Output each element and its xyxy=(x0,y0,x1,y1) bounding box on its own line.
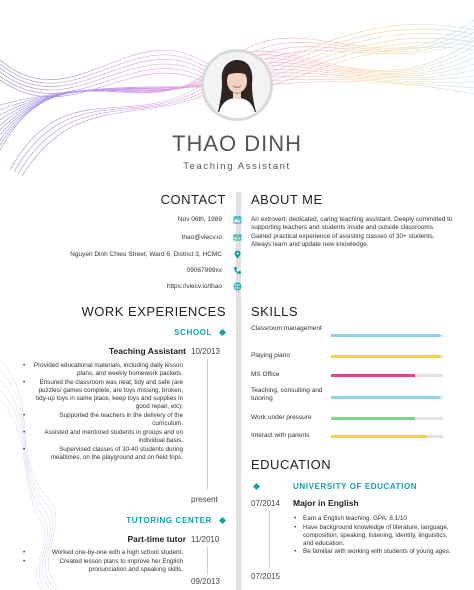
calendar-icon xyxy=(233,215,242,224)
timeline-diamond xyxy=(219,329,226,336)
education-bullet-list xyxy=(293,515,453,557)
profile-photo xyxy=(201,49,273,121)
timeline-diamond xyxy=(219,517,226,524)
email-icon xyxy=(233,233,242,242)
contact-email-text: thao@viecv.io xyxy=(181,234,222,241)
skill-label: Teaching, consulting and tutoring xyxy=(251,387,323,402)
skill-bar-fill xyxy=(331,374,415,377)
skill-label: MS Office xyxy=(251,371,280,378)
job-1-organization: SCHOOL xyxy=(174,328,212,337)
skill-label: Work under pressure xyxy=(251,414,312,421)
skills-heading: SKILLS xyxy=(251,304,299,319)
job-2-bullet: • Created lesson plans to improve her English pronunciation and speaking skills. xyxy=(21,558,183,574)
contact-birthdate xyxy=(178,216,222,223)
skill-bar xyxy=(331,435,443,438)
education-bullet: • Have background knowledge of literature, language, composition, speaking, listening, identity, linguistics, and education. xyxy=(293,524,453,548)
job-2-bullet-list xyxy=(21,549,183,575)
education-timeline-line xyxy=(269,511,270,567)
about-text: An extrovert, dedicated, caring teaching assistant. Deeply committed to supporting teachers and students inside and outside classrooms. Gained practical experience of assisting classes of 30+ students. Always learn and update new knowledge. xyxy=(251,216,453,249)
phone-icon xyxy=(233,266,242,275)
candidate-role: Teaching Assistant xyxy=(183,161,291,172)
contact-birthdate-text: Nov 06th, 1989 xyxy=(177,216,222,223)
job-1-bullet: • Supervised classes of 30-40 students during mealtimes, on the playground and on field trips. xyxy=(21,446,183,462)
contact-phone xyxy=(187,267,222,274)
timeline-diamond xyxy=(253,483,260,490)
job-2-bullet: • Worked one-by-one with a high school student. xyxy=(21,549,183,557)
education-heading: EDUCATION xyxy=(251,457,332,472)
job-2-organization: TUTORING CENTER xyxy=(126,516,212,525)
job-1-title: Teaching Assistant xyxy=(109,346,186,356)
skill-bar xyxy=(331,334,443,337)
contact-address-text: Nguyen Dinh Chieu Street, Ward 6, District 3, HCMC xyxy=(70,251,222,258)
portrait-illustration xyxy=(204,52,270,118)
skill-label: Classroom management xyxy=(251,325,322,332)
contact-phone-text: 09067999xx xyxy=(186,267,222,274)
job-1-bullet: • Supported the teachers in the delivery of the curriculum. xyxy=(21,412,183,428)
contact-email xyxy=(182,234,222,241)
job-1-bullet: • Provided educational materials, including daily lesson plans, and weekly homework packets. xyxy=(21,362,183,378)
location-icon xyxy=(233,250,242,259)
education-end-date: 07/2015 xyxy=(251,572,280,581)
skill-label: Playing piano xyxy=(251,352,291,359)
job-2-title: Part-time tutor xyxy=(127,534,186,544)
job-1-timeline-line xyxy=(207,359,208,489)
about-heading: ABOUT ME xyxy=(251,192,323,207)
education-start-date: 07/2014 xyxy=(251,499,280,508)
skill-bar-fill xyxy=(331,417,415,420)
education-bullet: • Earn a English teaching. GPA: 8.1/10 xyxy=(293,515,453,523)
contact-website xyxy=(167,283,222,290)
contact-heading: CONTACT xyxy=(160,192,226,207)
education-bullet: • Be familiar with working with students of young ages. xyxy=(293,548,453,556)
job-1-bullet: • Ensured the classroom was neat, tidy and safe (are puzzles/ games complete, are toys missing, broken, tidy-up toys in same place, keep toys and supplies in good repair, etc). xyxy=(21,379,183,411)
contact-address xyxy=(70,251,222,258)
globe-icon xyxy=(233,282,242,291)
skill-bar-fill xyxy=(331,435,427,438)
skill-bar xyxy=(331,355,443,358)
job-1-bullet: • Assisted and mentored students in groups and on individual basis. xyxy=(21,429,183,445)
skill-bar xyxy=(331,417,443,420)
skill-bar xyxy=(331,396,443,399)
skill-bar xyxy=(331,374,443,377)
education-major: Major in English xyxy=(293,498,359,508)
contact-website-text[interactable]: https://viecv.io/thao xyxy=(166,283,222,290)
skill-label: Interact with parents xyxy=(251,432,310,439)
skill-bar-fill xyxy=(331,396,440,399)
job-2-end-date: 09/2013 xyxy=(191,577,220,586)
work-heading: WORK EXPERIENCES xyxy=(81,304,226,319)
job-1-end-date: present xyxy=(191,495,218,504)
job-1-bullet-list xyxy=(21,362,183,463)
candidate-name: THAO DINH xyxy=(172,131,302,156)
skill-bar-fill xyxy=(331,334,440,337)
job-2-timeline-line xyxy=(207,547,208,575)
job-2-start-date: 11/2010 xyxy=(191,535,220,544)
skill-bar-fill xyxy=(331,355,440,358)
job-1-start-date: 10/2013 xyxy=(191,347,220,356)
education-school: UNIVERSITY OF EDUCATION xyxy=(293,482,418,491)
